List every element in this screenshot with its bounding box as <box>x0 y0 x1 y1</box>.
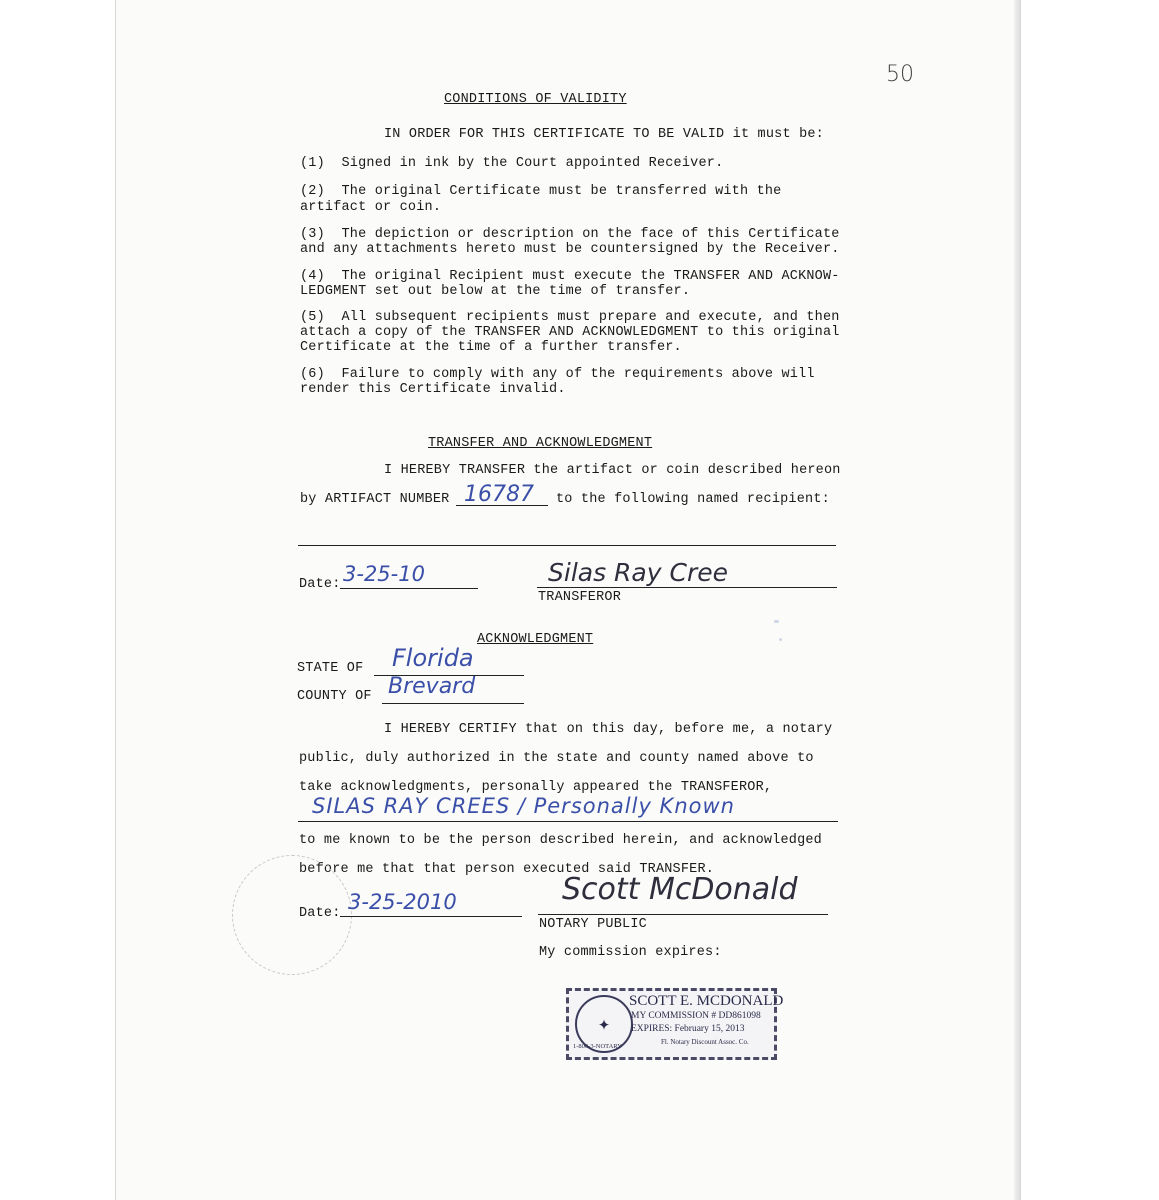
transfer-line-2-suffix: to the following named recipient: <box>556 492 830 507</box>
stamp-name: SCOTT E. MCDONALD <box>629 993 784 1009</box>
stamp-expires: EXPIRES: February 15, 2013 <box>631 1024 745 1034</box>
recipient-line <box>298 545 836 546</box>
condition-item-3-line-1: (3) The depiction or description on the face of this Certificate <box>300 227 840 242</box>
certify-line-2: public, duly authorized in the state and county named above to <box>299 751 814 766</box>
commission-expires-label: My commission expires: <box>539 945 722 960</box>
stamp-phone: 1-800-3-NOTARY <box>573 1043 622 1050</box>
condition-item-5-line-1: (5) All subsequent recipients must prepare and execute, and then <box>300 310 840 325</box>
transfer-date-line <box>340 588 478 589</box>
notary-public-label: NOTARY PUBLIC <box>539 917 647 932</box>
ink-speck <box>774 620 779 623</box>
notary-date-label: Date: <box>299 906 341 921</box>
county-handwritten: Brevard <box>388 674 476 699</box>
certify-line-3: take acknowledgments, personally appeared the TRANSFEROR, <box>299 780 773 795</box>
condition-item-4-line-1: (4) The original Recipient must execute the TRANSFER AND ACKNOW- <box>300 269 840 284</box>
notary-stamp <box>566 988 784 1060</box>
state-label: STATE OF <box>297 661 364 676</box>
certify-line-1: I HEREBY CERTIFY that on this day, before me, a notary <box>384 722 833 737</box>
notary-date-line <box>340 916 522 917</box>
acknowledgment-heading: ACKNOWLEDGMENT <box>477 632 594 647</box>
transfer-line-1: I HEREBY TRANSFER the artifact or coin described hereon <box>384 463 841 478</box>
transferor-name-line <box>298 821 838 822</box>
transfer-date-handwritten: 3-25-10 <box>343 562 425 586</box>
condition-item-2-line-1: (2) The original Certificate must be transferred with the <box>300 184 782 199</box>
condition-item-6-line-2: render this Certificate invalid. <box>300 382 566 397</box>
transfer-line-2-prefix: by ARTIFACT NUMBER <box>300 492 450 507</box>
transferor-signature: Silas Ray Cree <box>548 558 728 587</box>
notary-signature-line <box>538 914 828 915</box>
condition-item-5-line-3: Certificate at the time of a further transfer. <box>300 340 682 355</box>
artifact-number-handwritten: 16787 <box>464 482 534 507</box>
eagle-seal-icon: ✦ <box>575 995 633 1053</box>
transferor-signature-line <box>537 587 837 588</box>
transferor-label: TRANSFEROR <box>538 590 622 605</box>
condition-item-4-line-2: LEDGMENT set out below at the time of transfer. <box>300 284 691 299</box>
notary-date-handwritten: 3-25-2010 <box>348 890 457 914</box>
notary-signature: Scott McDonald <box>562 872 798 907</box>
condition-item-6-line-1: (6) Failure to comply with any of the requirements above will <box>300 367 815 382</box>
county-label: COUNTY OF <box>297 689 372 704</box>
county-line <box>382 703 524 704</box>
state-handwritten: Florida <box>392 644 474 672</box>
stamp-assoc: Fl. Notary Discount Assoc. Co. <box>661 1038 749 1046</box>
certify-line-4: to me known to be the person described herein, and acknowledged <box>299 833 822 848</box>
transfer-date-label: Date: <box>299 577 341 592</box>
conditions-intro: IN ORDER FOR THIS CERTIFICATE TO BE VALID it must be: <box>384 127 824 142</box>
condition-item-2-line-2: artifact or coin. <box>300 200 442 215</box>
transferor-name-handwritten: SILAS RAY CREES / Personally Known <box>312 794 735 818</box>
certify-line-5: before me that that person executed said TRANSFER. <box>299 862 715 877</box>
ink-speck <box>779 638 782 641</box>
condition-item-5-line-2: attach a copy of the TRANSFER AND ACKNOWLEDGMENT to this original <box>300 325 840 340</box>
condition-item-1: (1) Signed in ink by the Court appointed Receiver. <box>300 156 724 171</box>
corner-number: 50 <box>886 62 914 87</box>
conditions-heading: CONDITIONS OF VALIDITY <box>444 92 627 107</box>
condition-item-3-line-2: and any attachments hereto must be countersigned by the Receiver. <box>300 242 840 257</box>
artifact-number-line <box>456 505 548 506</box>
stamp-commission: MY COMMISSION # DD861098 <box>631 1011 761 1021</box>
transfer-heading: TRANSFER AND ACKNOWLEDGMENT <box>428 436 653 451</box>
